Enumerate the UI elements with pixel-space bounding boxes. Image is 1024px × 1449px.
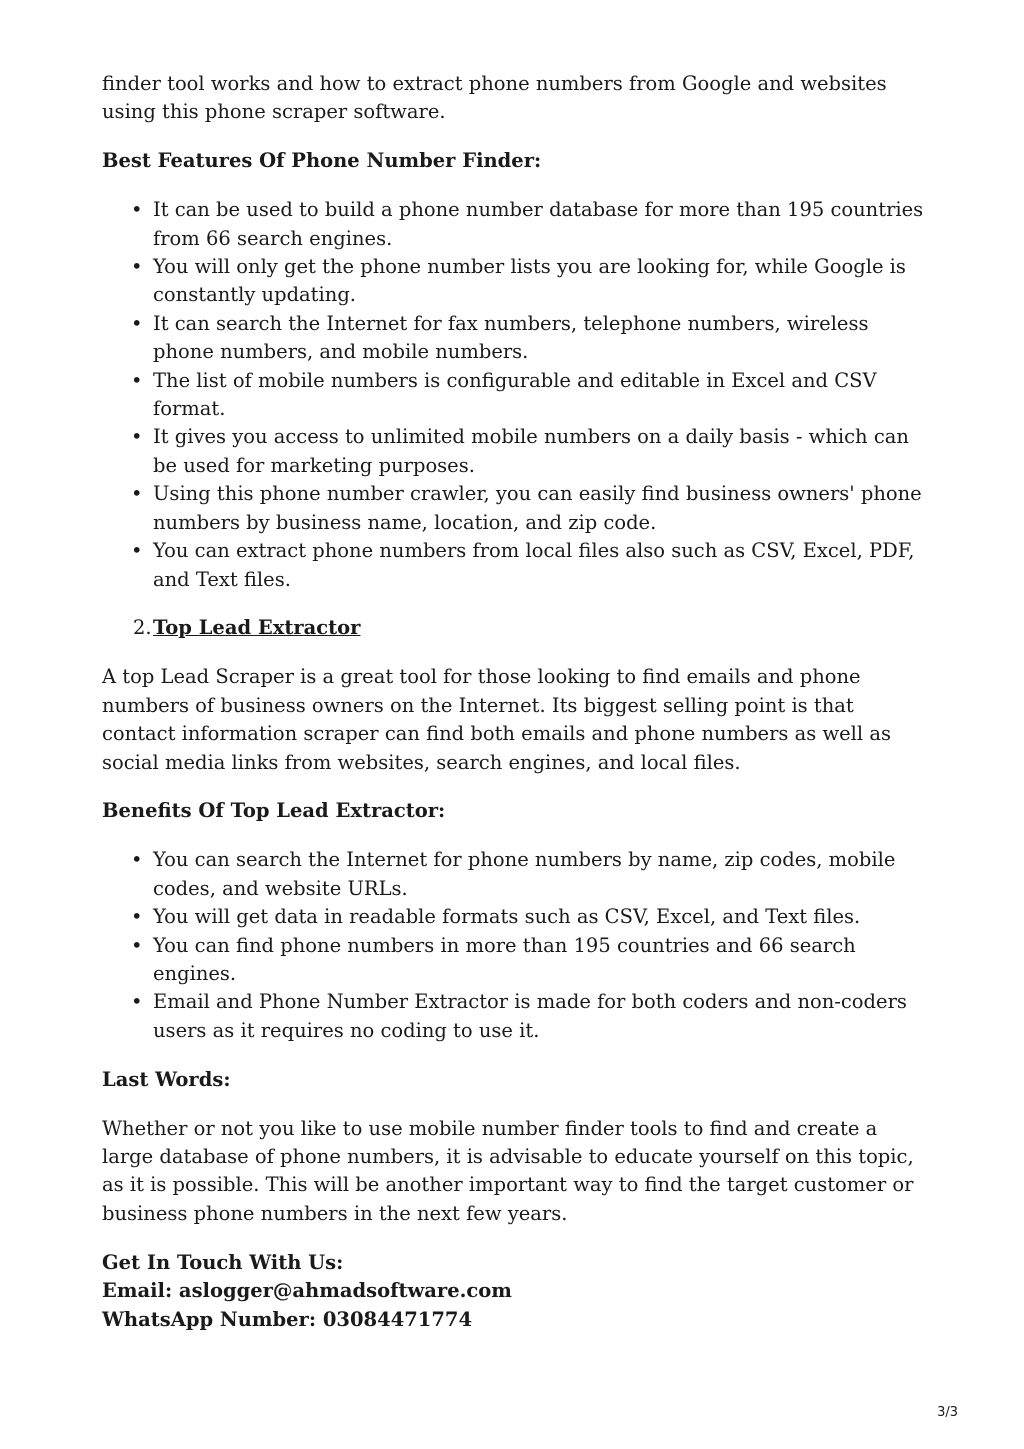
document-page xyxy=(102,70,924,1334)
contact-email: Email: aslogger@ahmadsoftware.com xyxy=(102,1279,512,1303)
contact-whatsapp: WhatsApp Number: 03084471774 xyxy=(102,1307,473,1331)
list-item: • Email and Phone Number Extractor is made for both coders and non-coders users as it requires no coding to use it. xyxy=(153,988,924,1045)
list-item: • Using this phone number crawler, you can easily find business owners' phone numbers by business name, location, and zip code. xyxy=(153,480,924,537)
page-number: 3/3 xyxy=(937,1405,958,1420)
list-item: • You can search the Internet for phone numbers by name, zip codes, mobile codes, and website URLs. xyxy=(153,846,924,903)
list-item: • It gives you access to unlimited mobile numbers on a daily basis - which can be used for marketing purposes. xyxy=(153,423,924,480)
list-item: • You can find phone numbers in more than 195 countries and 66 search engines. xyxy=(153,932,924,989)
list-item: • You will get data in readable formats such as CSV, Excel, and Text files. xyxy=(153,903,924,931)
benefits-list xyxy=(102,846,924,1045)
list-item: • The list of mobile numbers is configurable and editable in Excel and CSV format. xyxy=(153,367,924,424)
list-item: • It can search the Internet for fax numbers, telephone numbers, wireless phone numbers, and mobile numbers. xyxy=(153,310,924,367)
features-heading: Best Features Of Phone Number Finder: xyxy=(102,149,542,173)
list-item: • You will only get the phone number lists you are looking for, while Google is constantly updating. xyxy=(153,253,924,310)
contact-heading: Get In Touch With Us: xyxy=(102,1250,344,1274)
intro-paragraph: finder tool works and how to extract phone numbers from Google and websites using this phone scraper software. xyxy=(102,72,887,124)
section-number: 2. xyxy=(133,616,152,640)
benefits-heading: Benefits Of Top Lead Extractor: xyxy=(102,799,446,823)
list-item: • It can be used to build a phone number database for more than 195 countries from 66 search engines. xyxy=(153,196,924,253)
features-list xyxy=(102,196,924,594)
last-words-paragraph: Whether or not you like to use mobile number finder tools to find and create a large database of phone numbers, it is advisable to educate yourself on this topic, as it is possible. This will be another important way to find the target customer or business phone numbers in the next few years. xyxy=(102,1116,914,1225)
list-item: • You can extract phone numbers from local files also such as CSV, Excel, PDF, and Text files. xyxy=(153,537,924,594)
top-lead-extractor-link[interactable]: Top Lead Extractor xyxy=(153,616,361,640)
section-2-paragraph: A top Lead Scraper is a great tool for those looking to find emails and phone numbers of business owners on the Internet. Its biggest selling point is that contact information scraper can find both emails and phone numbers as well as social media links from websites, search engines, and local files. xyxy=(102,665,891,774)
last-words-heading: Last Words: xyxy=(102,1067,231,1091)
section-2-heading xyxy=(102,614,924,642)
